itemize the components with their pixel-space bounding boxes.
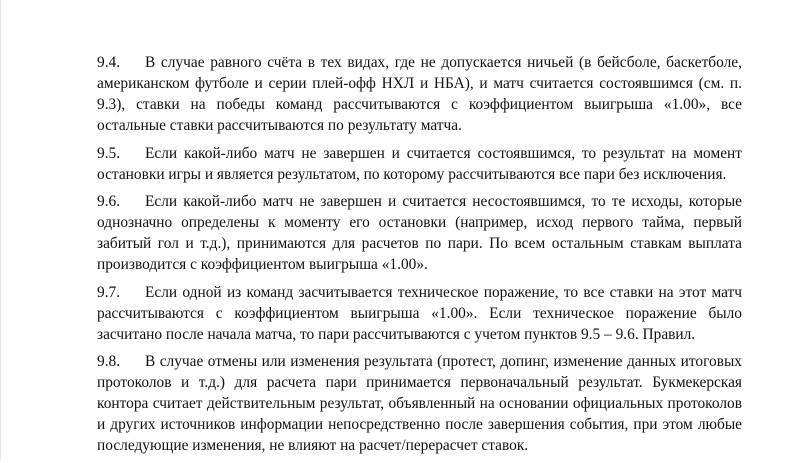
paragraph-9-8 <box>97 351 742 456</box>
paragraph-number: 9.6. <box>97 193 121 211</box>
paragraph-text: Если какой-либо матч не завершен и считается состоявшимся, то результат на момент остановки игры и является результатом, по которому рассчитываются все пари без исключения. <box>97 144 742 183</box>
document-body <box>97 52 742 463</box>
paragraph-number: 9.8. <box>97 353 121 371</box>
paragraph-9-5 <box>97 143 742 185</box>
paragraph-text: Если одной из команд засчитывается техническое поражение, то все ставки на этот матч рассчитываются с коэффициентом выигрыша «1.00». Если техническое поражение было засчитано после начала матча, то пари рассчитываются с учетом пунктов 9.5 – 9.6. Правил. <box>97 283 742 343</box>
page-edge <box>0 0 1 460</box>
paragraph-text: Если какой-либо матч не завершен и считается несостоявшимся, то те исходы, которые однозначно определены к моменту его остановки (например, исход первого тайма, первый забитый гол и т.д.), принимаются для расчетов по пари. По всем остальным ставкам выплата производится с коэффициентом выигрыша «1.00». <box>97 193 742 274</box>
paragraph-text: В случае отмены или изменения результата (протест, допинг, изменение данных итоговых протоколов и т.д.) для расчета пари принимается первоначальный результат. Букмекерская контора считает действительным результат, объявленный на основании официальных протоколов и других источников информации непосредственно после завершения события, при этом любые последующие изменения, не влияют на расчет/перерасчет ставок. <box>97 353 742 455</box>
paragraph-9-4 <box>97 52 742 136</box>
paragraph-text: В случае равного счёта в тех видах, где не допускается ничьей (в бейсболе, баскетболе, американском футболе и серии плей-офф НХЛ и НБА), и матч считается состоявшимся (см. п. 9.3), ставки на победы команд рассчитываются с коэффициентом выигрыша «1.00», все остальные ставки рассчитываются по результату матча. <box>97 54 742 134</box>
paragraph-9-7 <box>97 282 742 345</box>
paragraph-number: 9.7. <box>97 283 121 301</box>
paragraph-9-6 <box>97 191 742 275</box>
paragraph-number: 9.4. <box>97 54 121 71</box>
paragraph-number: 9.5. <box>97 144 121 162</box>
